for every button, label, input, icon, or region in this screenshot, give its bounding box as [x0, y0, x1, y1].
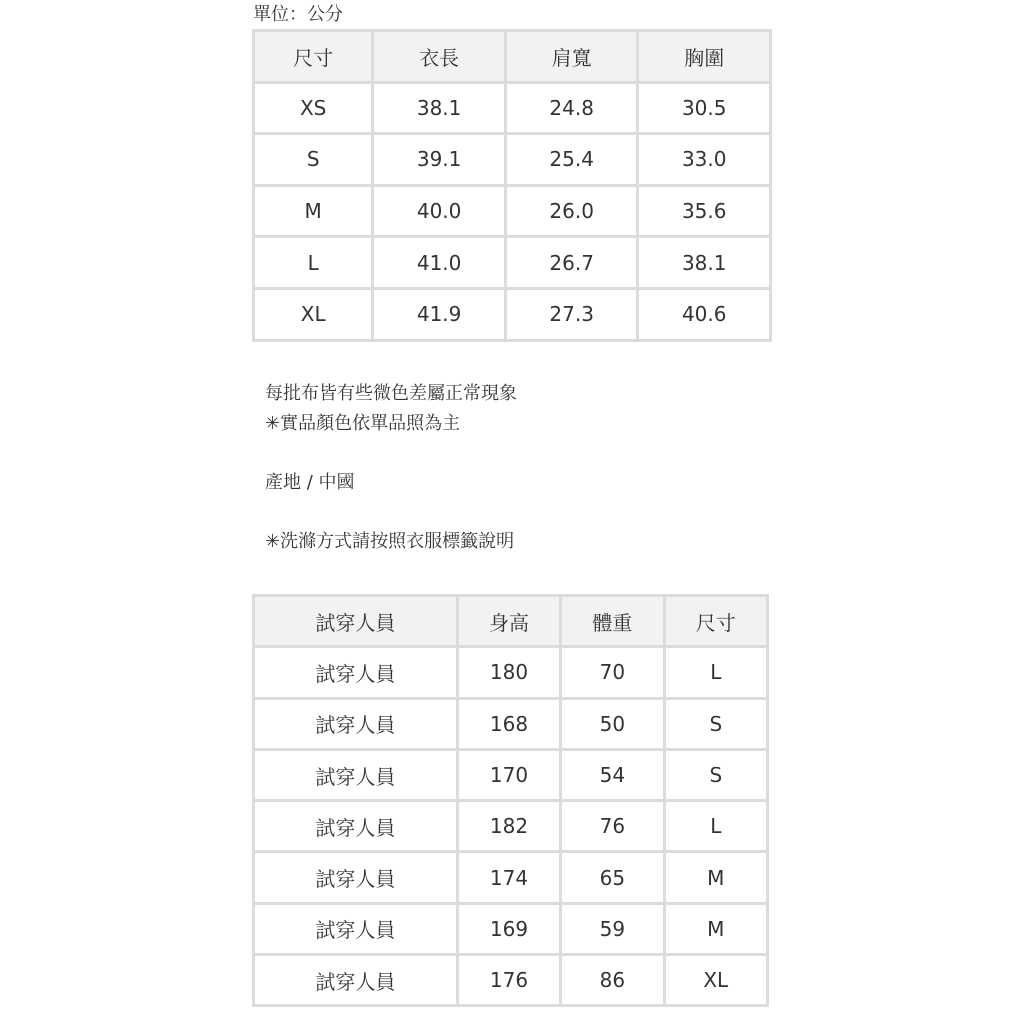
table-cell: 76: [562, 802, 662, 850]
table-cell: 86: [562, 956, 662, 1004]
table-cell: 65: [562, 853, 662, 901]
table-cell: 170: [459, 751, 559, 799]
table-row: [255, 84, 769, 133]
table-cell: 33.0: [639, 135, 769, 184]
color-variance-note: 每批布皆有些微色差屬正常現象: [265, 383, 517, 404]
table-cell: S: [666, 751, 766, 799]
table-row: [255, 905, 766, 953]
table-cell: 40.6: [639, 290, 769, 339]
table-cell: 24.8: [507, 84, 637, 133]
table-cell: 25.4: [507, 135, 637, 184]
table-cell: 試穿人員: [255, 853, 456, 901]
table-cell: 27.3: [507, 290, 637, 339]
table-cell: M: [666, 905, 766, 953]
table-cell: 39.1: [374, 135, 504, 184]
table-cell: L: [666, 802, 766, 850]
table-cell: 試穿人員: [255, 802, 456, 850]
table-cell: XS: [255, 84, 371, 133]
table-cell: L: [666, 648, 766, 696]
table-cell: 38.1: [374, 84, 504, 133]
table-cell: M: [666, 853, 766, 901]
table-cell: 180: [459, 648, 559, 696]
table-cell: L: [255, 238, 371, 287]
table-cell: 35.6: [639, 187, 769, 236]
table-cell: 26.7: [507, 238, 637, 287]
table-cell: XL: [255, 290, 371, 339]
origin-note: 產地 / 中國: [265, 472, 355, 493]
table-cell: 30.5: [639, 84, 769, 133]
table-cell: 41.9: [374, 290, 504, 339]
table-cell: 試穿人員: [255, 700, 456, 748]
table-row: [255, 135, 769, 184]
header-length: 衣長: [374, 32, 504, 81]
table-row: [255, 853, 766, 901]
header-weight: 體重: [562, 597, 662, 645]
table-cell: 試穿人員: [255, 956, 456, 1004]
table-cell: 41.0: [374, 238, 504, 287]
actual-color-note: ✳實品顏色依單品照為主: [265, 413, 461, 434]
table-cell: 168: [459, 700, 559, 748]
table-cell: 50: [562, 700, 662, 748]
table-row: [255, 238, 769, 287]
table-cell: 40.0: [374, 187, 504, 236]
size-chart-table: [252, 29, 772, 342]
table-cell: 26.0: [507, 187, 637, 236]
table-cell: M: [255, 187, 371, 236]
washing-note: ✳洗滌方式請按照衣服標籤說明: [265, 531, 515, 552]
table-cell: S: [666, 700, 766, 748]
header-height: 身高: [459, 597, 559, 645]
table-cell: 54: [562, 751, 662, 799]
table-row: [255, 648, 766, 696]
header-model: 試穿人員: [255, 597, 456, 645]
size-chart-header-row: [255, 32, 769, 81]
fit-model-table: [252, 594, 769, 1007]
table-cell: 59: [562, 905, 662, 953]
table-row: [255, 802, 766, 850]
table-row: [255, 700, 766, 748]
table-row: [255, 290, 769, 339]
table-cell: XL: [666, 956, 766, 1004]
table-row: [255, 956, 766, 1004]
table-row: [255, 751, 766, 799]
header-size: 尺寸: [255, 32, 371, 81]
table-cell: 182: [459, 802, 559, 850]
table-cell: 試穿人員: [255, 648, 456, 696]
table-cell: 174: [459, 853, 559, 901]
unit-label: 單位：公分: [253, 4, 343, 25]
table-row: [255, 187, 769, 236]
table-cell: 169: [459, 905, 559, 953]
header-chest: 胸圍: [639, 32, 769, 81]
table-cell: 176: [459, 956, 559, 1004]
header-shoulder: 肩寬: [507, 32, 637, 81]
table-cell: S: [255, 135, 371, 184]
table-cell: 試穿人員: [255, 905, 456, 953]
table-cell: 70: [562, 648, 662, 696]
header-fit-size: 尺寸: [666, 597, 766, 645]
fit-chart-header-row: [255, 597, 766, 645]
table-cell: 試穿人員: [255, 751, 456, 799]
table-cell: 38.1: [639, 238, 769, 287]
